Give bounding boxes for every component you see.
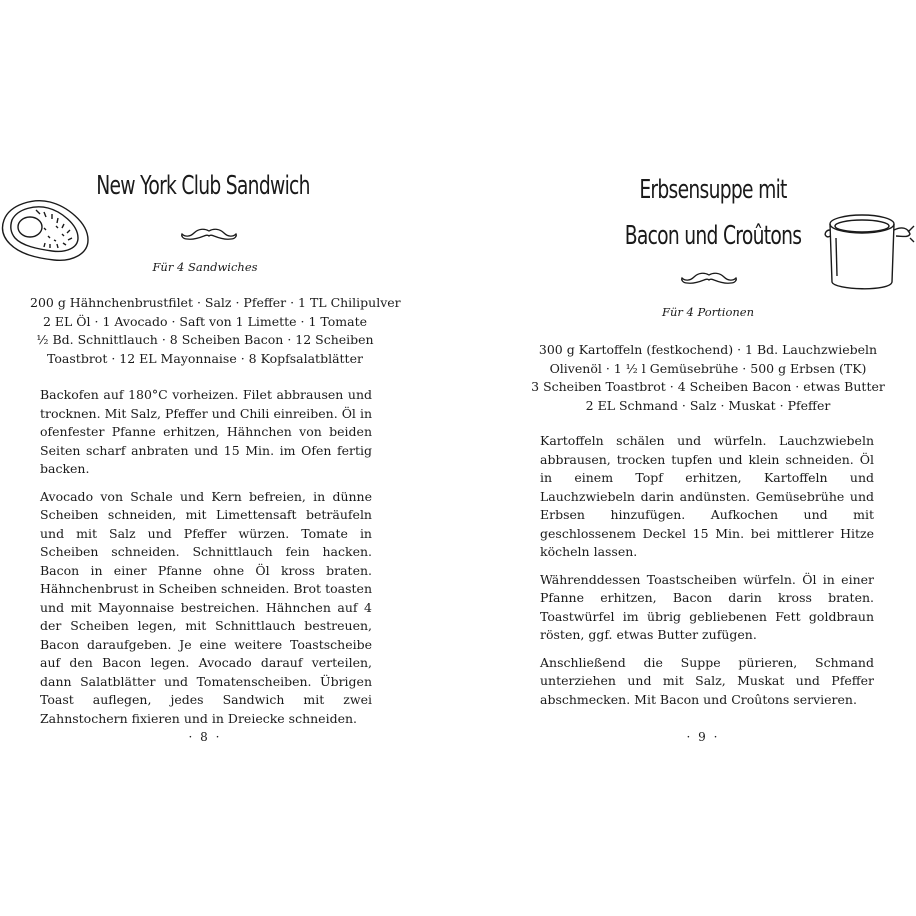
servings: Für 4 Portionen	[661, 305, 755, 319]
ingredient-list	[30, 294, 401, 368]
recipe-title-line-2: Bacon und Croûtons	[624, 221, 802, 251]
instruction-paragraph: Währenddessen Toastscheiben würfeln. Öl in einer Pfanne erhitzen, Bacon darin kross braten. Toastwürfel im übrig gebliebenen Fett goldbraun rösten, ggf. etwas Butter zufügen.	[540, 571, 874, 642]
ingredient-line: Olivenöl · 1 ½ l Gemüsebrühe · 500 g Erbsen (TK)	[549, 360, 867, 376]
instructions	[540, 432, 874, 718]
cooking-pot-illustration	[822, 206, 916, 298]
mustache-icon	[680, 270, 738, 286]
avocado-illustration	[0, 196, 92, 266]
instruction-paragraph: Backofen auf 180°C vorheizen. Filet abbrausen und trocknen. Mit Salz, Pfeffer und Chili einreiben. Öl in ofenfester Pfanne erhitzen, Hähnchen von beiden Seiten scharf anbraten und 15 Min. im Ofen fertig backen.	[40, 387, 372, 476]
ingredient-line: 2 EL Schmand · Salz · Muskat · Pfeffer	[585, 397, 831, 413]
ingredient-list	[518, 341, 898, 415]
page-number: · 9 ·	[686, 730, 720, 744]
ingredient-line: 200 g Hähnchenbrustfilet · Salz · Pfeffer · 1 TL Chilipulver	[30, 295, 401, 310]
page-number: · 8 ·	[188, 730, 222, 744]
instruction-paragraph: Kartoffeln schälen und würfeln. Lauchzwiebeln abbrausen, trocken tupfen und klein schneiden. Öl in einem Topf erhitzen, Kartoffeln und Lauchzwiebeln darin andünsten. Gemüsebrühe und Erbsen hinzufügen. Aufkochen und mit geschlossenem Deckel 15 Min. bei mittlerer Hitze köcheln lassen.	[540, 433, 874, 559]
right-page	[458, 0, 916, 916]
ingredient-line: Toastbrot · 12 EL Mayonnaise · 8 Kopfsalatblätter	[47, 350, 363, 366]
recipe-title: New York Club Sandwich	[96, 171, 310, 201]
ingredient-line: ½ Bd. Schnittlauch · 8 Scheiben Bacon · 12 Scheiben	[36, 332, 374, 347]
mustache-icon	[180, 226, 238, 242]
ingredient-line: 300 g Kartoffeln (festkochend) · 1 Bd. Lauchzwiebeln	[538, 342, 878, 357]
recipe-title-line-1: Erbsensuppe mit	[639, 175, 787, 205]
ingredient-line: 2 EL Öl · 1 Avocado · Saft von 1 Limette · 1 Tomate	[42, 313, 368, 329]
instructions	[40, 386, 372, 737]
instruction-paragraph: Avocado von Schale und Kern befreien, in dünne Scheiben schneiden, mit Limettensaft beträufeln und mit Salz und Pfeffer würzen. Tomate in Scheiben schneiden. Schnittlauch fein hacken. Bacon in einer Pfanne ohne Öl kross braten. Hähnchenbrust in Scheiben schneiden. Brot toasten und mit Mayonnaise bestreichen. Hähnchen auf 4 der Scheiben legen, mit Schnittlauch bestreuen, Bacon daraufgeben. Je eine weitere Toastscheibe auf den Bacon legen. Avocado darauf verteilen, dann Salatblätter und Tomatenscheiben. Übrigen Toast auflegen, jedes Sandwich mit zwei Zahnstochern fixieren und in Dreiecke schneiden.	[40, 488, 372, 726]
instruction-paragraph: Anschließend die Suppe pürieren, Schmand unterziehen und mit Salz, Muskat und Pfeffer abschmecken. Mit Bacon und Croûtons servieren.	[540, 654, 874, 707]
servings: Für 4 Sandwiches	[152, 260, 258, 274]
ingredient-line: 3 Scheiben Toastbrot · 4 Scheiben Bacon · etwas Butter	[531, 379, 885, 394]
